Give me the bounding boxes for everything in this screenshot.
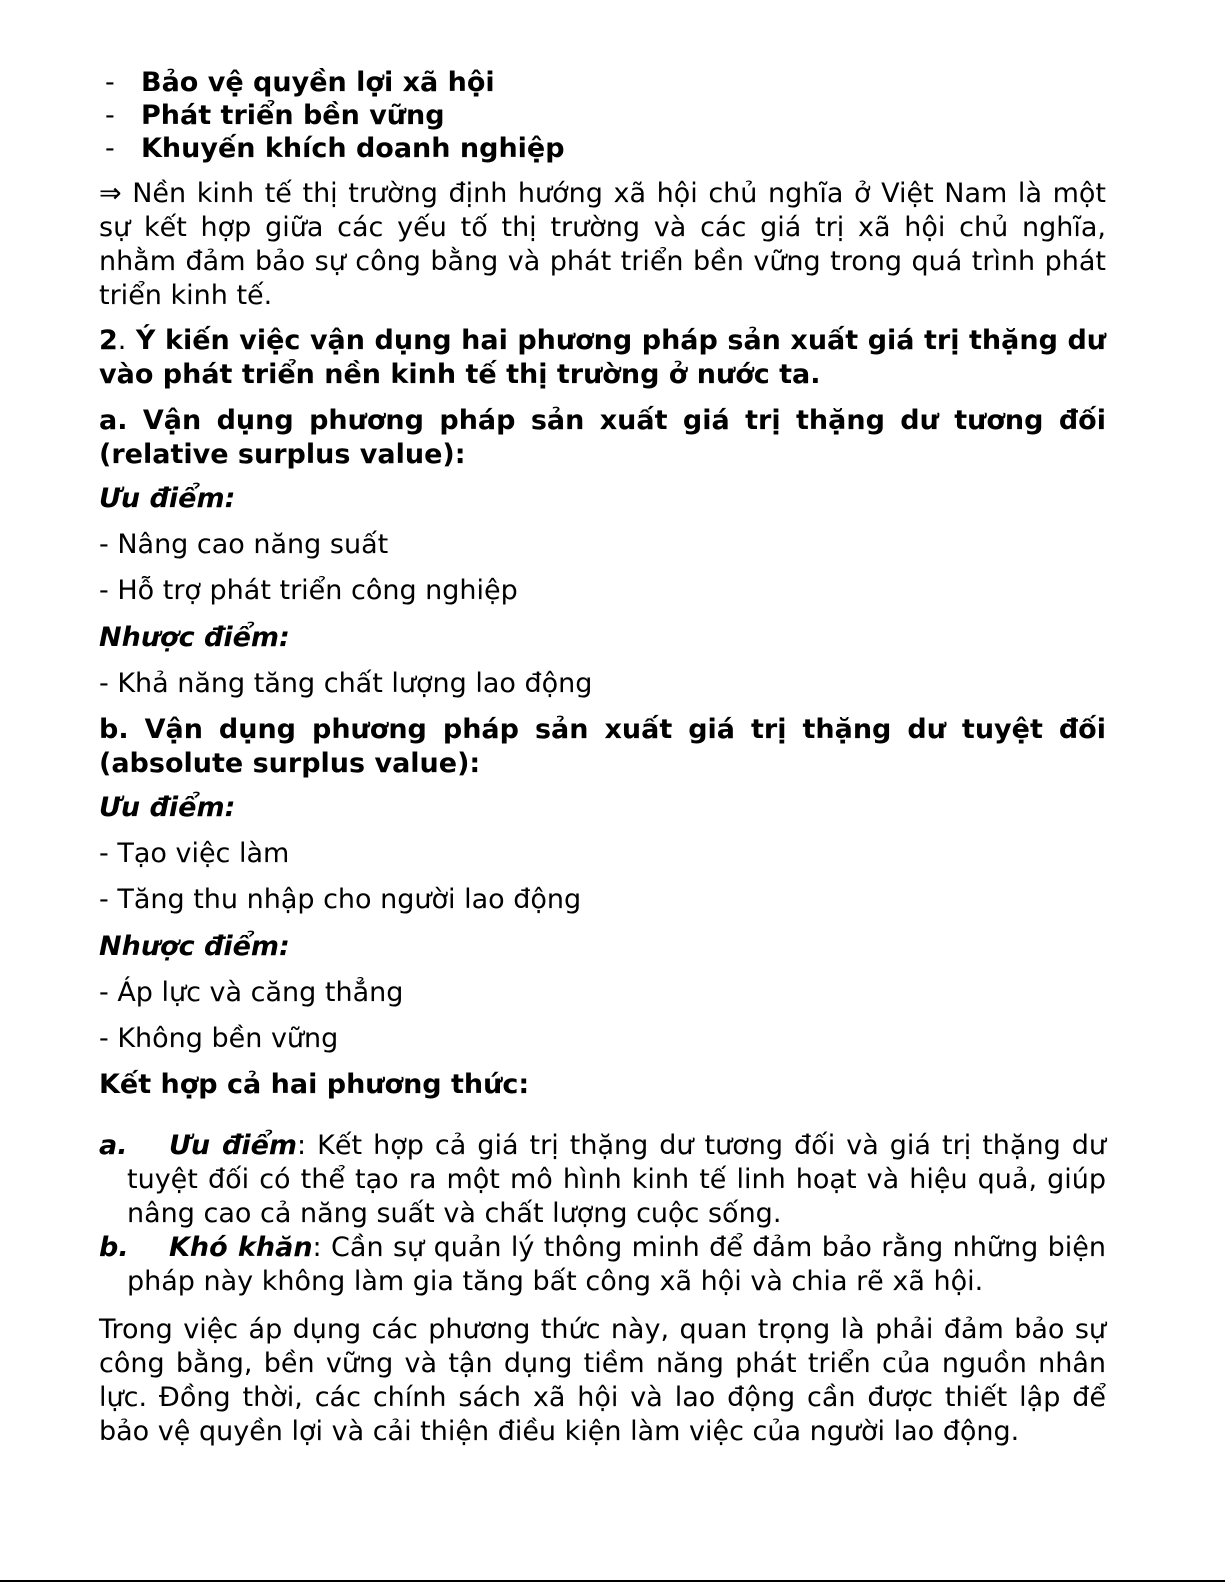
part-b-con-item: - Không bền vững	[99, 1023, 339, 1054]
part-a-con-item: - Khả năng tăng chất lượng lao động	[99, 668, 593, 699]
part-a-cons-label: Nhược điểm:	[99, 622, 290, 653]
bullet-list	[99, 66, 1106, 165]
bullet-text: Khuyến khích doanh nghiệp	[141, 133, 565, 164]
list-text: : Cần sự quản lý thông minh để đảm bảo rằng những biện pháp này không làm gia tăng bất công xã hội và chia rẽ xã hội.	[127, 1232, 1106, 1297]
bullet-text: Phát triển bền vững	[141, 100, 445, 131]
part-b-pro-item: - Tăng thu nhập cho người lao động	[99, 884, 582, 915]
section-title: Ý kiến việc vận dụng hai phương pháp sản xuất giá trị thặng dư vào phát triển nền kinh tế thị trường ở nước ta.	[99, 325, 1106, 390]
closing-paragraph: Trong việc áp dụng các phương thức này, quan trọng là phải đảm bảo sự công bằng, bền vững và tận dụng tiềm năng phát triển của nguồn nhân lực. Đồng thời, các chính sách xã hội và lao động cần được thiết lập để bảo vệ quyền lợi và cải thiện điều kiện làm việc của người lao động.	[99, 1314, 1106, 1447]
list-item	[99, 1129, 1106, 1231]
section-2-heading	[99, 324, 1106, 392]
part-a-pro-item: - Nâng cao năng suất	[99, 529, 389, 560]
section-number-dot: .	[117, 325, 127, 356]
part-b-pro-item: - Tạo việc làm	[99, 838, 290, 869]
list-item	[99, 99, 1106, 132]
combine-heading: Kết hợp cả hai phương thức:	[99, 1069, 530, 1100]
part-b-pros-label: Ưu điểm:	[99, 792, 236, 823]
part-b-cons-label: Nhược điểm:	[99, 931, 290, 962]
part-b-heading: b. Vận dụng phương pháp sản xuất giá trị thặng dư tuyệt đối (absolute surplus value):	[99, 714, 1106, 779]
bullet-dash: -	[105, 67, 115, 98]
list-item	[99, 1231, 1106, 1299]
list-term: Ưu điểm	[169, 1130, 298, 1161]
list-item	[99, 132, 1106, 165]
section-number: 2	[99, 325, 118, 356]
list-marker: a.	[99, 1130, 128, 1161]
bottom-divider	[0, 1580, 1225, 1582]
document-page	[99, 66, 1106, 1449]
combine-list	[99, 1129, 1106, 1299]
bullet-dash: -	[105, 100, 115, 131]
conclusion-paragraph: ⇒ Nền kinh tế thị trường định hướng xã hội chủ nghĩa ở Việt Nam là một sự kết hợp giữa các yếu tố thị trường và các giá trị xã hội chủ nghĩa, nhằm đảm bảo sự công bằng và phát triển bền vững trong quá trình phát triển kinh tế.	[99, 178, 1106, 311]
part-a-pros-label: Ưu điểm:	[99, 483, 236, 514]
bullet-dash: -	[105, 133, 115, 164]
list-term: Khó khăn	[169, 1232, 313, 1263]
bullet-text: Bảo vệ quyền lợi xã hội	[141, 67, 495, 98]
part-b-con-item: - Áp lực và căng thẳng	[99, 977, 404, 1008]
part-a-pro-item: - Hỗ trợ phát triển công nghiệp	[99, 575, 518, 606]
part-a-heading: a. Vận dụng phương pháp sản xuất giá trị thặng dư tương đối (relative surplus value):	[99, 405, 1106, 470]
list-item	[99, 66, 1106, 99]
list-text: : Kết hợp cả giá trị thặng dư tương đối và giá trị thặng dư tuyệt đối có thể tạo ra một mô hình kinh tế linh hoạt và hiệu quả, giúp nâng cao cả năng suất và chất lượng cuộc sống.	[127, 1130, 1106, 1229]
list-marker: b.	[99, 1232, 129, 1263]
